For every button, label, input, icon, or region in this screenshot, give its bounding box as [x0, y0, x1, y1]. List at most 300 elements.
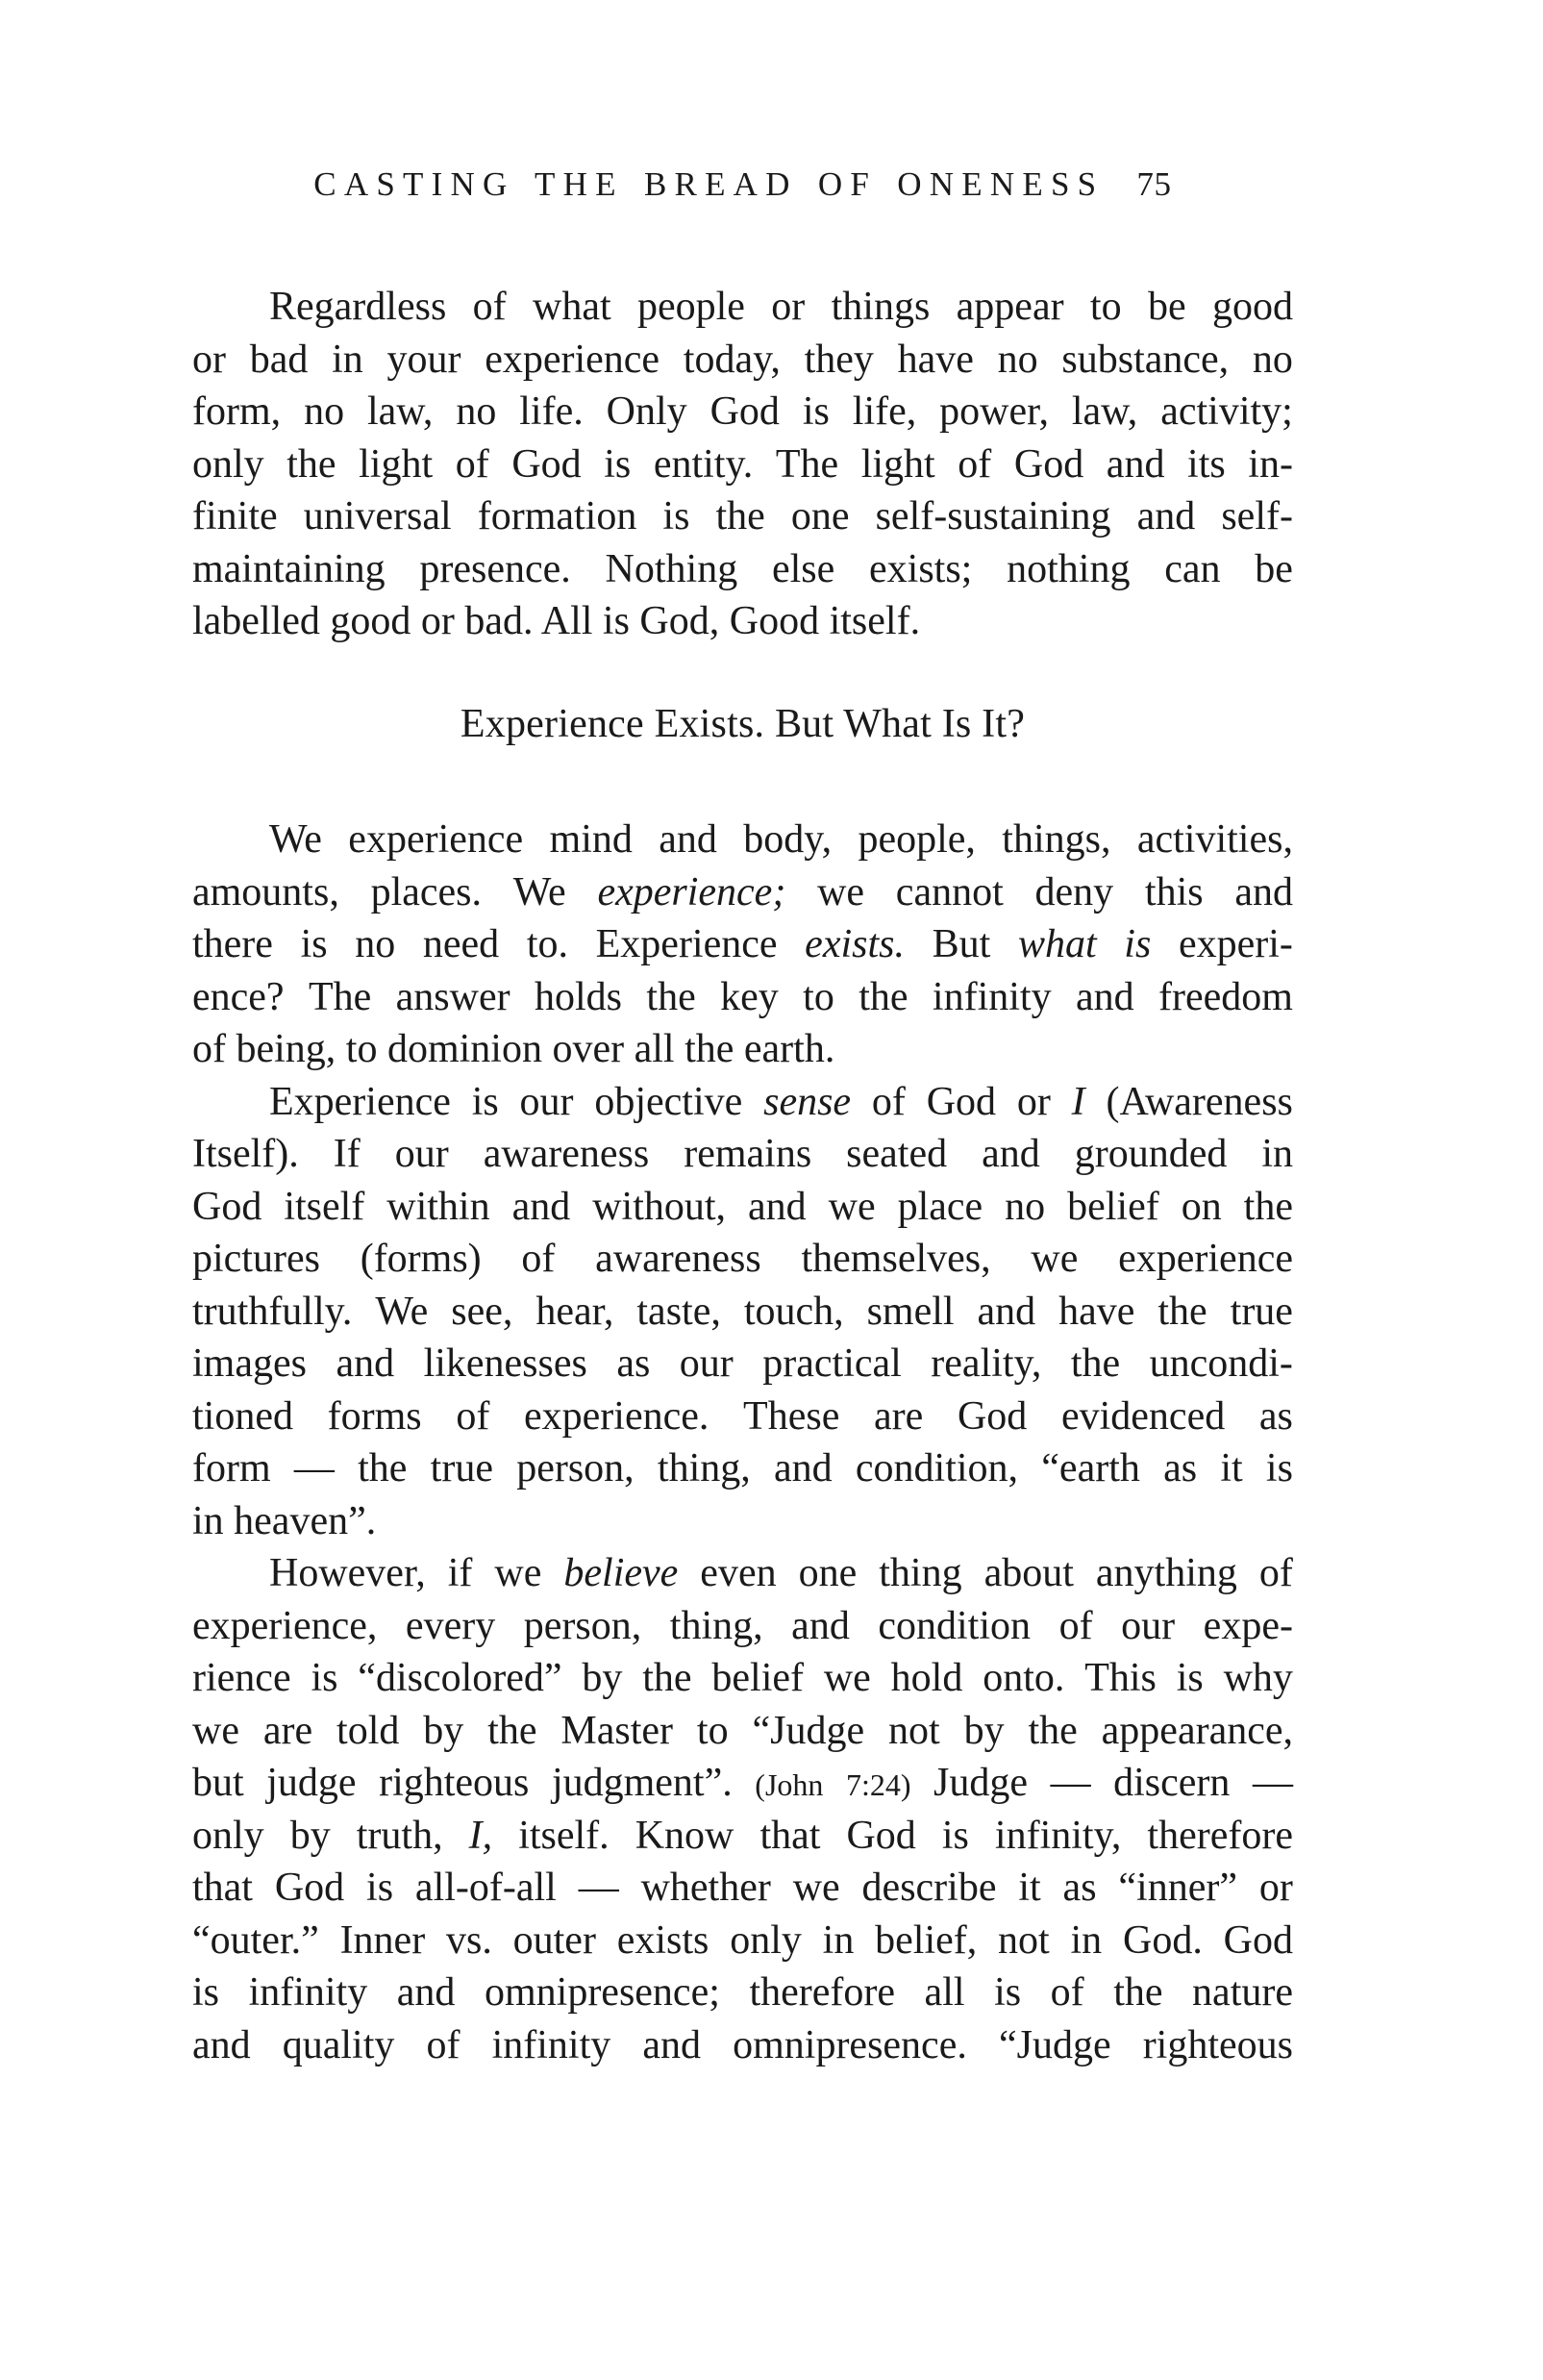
word: ence?: [192, 974, 285, 1019]
word: practical: [762, 1341, 902, 1386]
word: “discolored”: [358, 1656, 562, 1700]
word: the: [1070, 1341, 1121, 1386]
body-text: [192, 281, 1293, 2071]
word: God: [709, 389, 780, 434]
word: no: [1252, 337, 1293, 382]
word: every: [405, 1603, 496, 1648]
word: vs.: [445, 1917, 492, 1963]
word: is: [941, 1813, 969, 1858]
word: even: [700, 1551, 777, 1595]
text-line: [192, 1547, 1293, 1600]
word: images: [192, 1341, 307, 1386]
text-line: [192, 1757, 1293, 1810]
running-header-title: CASTING THE BREAD OF ONENESS: [313, 165, 1105, 203]
text-line: [192, 1233, 1293, 1286]
word: all-of-all: [414, 1866, 557, 1910]
word: life,: [852, 389, 917, 434]
word: and: [192, 2022, 251, 2067]
text-line: [192, 1810, 1293, 1863]
text-line: [192, 1286, 1293, 1339]
word: amounts,: [192, 869, 339, 914]
text-segment: labelled good or bad. All is God, Good itself.: [192, 599, 921, 643]
word: —: [578, 1866, 619, 1910]
word: the: [1113, 1970, 1163, 2015]
word: omnipresence.: [733, 2022, 967, 2067]
word: in: [1070, 1917, 1103, 1963]
text-line: [192, 866, 1293, 919]
running-header: [192, 165, 1293, 204]
word: of: [426, 2022, 460, 2067]
word: to: [696, 1708, 729, 1753]
word: and: [1136, 494, 1196, 539]
word: 7:24): [845, 1767, 911, 1802]
word: one: [790, 494, 850, 539]
word: by: [423, 1708, 464, 1753]
word: themselves,: [801, 1237, 991, 1281]
word: need: [422, 922, 500, 966]
word: nature: [1192, 1970, 1293, 2015]
word: people,: [858, 817, 976, 862]
word: no: [355, 922, 396, 966]
word: self-sustaining: [875, 494, 1111, 539]
text-line: [192, 2019, 1293, 2072]
word: infinity: [491, 2022, 611, 2067]
word: no: [1005, 1184, 1046, 1229]
paragraph: [192, 281, 1293, 648]
word: law,: [367, 389, 434, 434]
word: why: [1223, 1656, 1293, 1700]
word: cannot: [895, 869, 1004, 914]
word: experience,: [192, 1603, 378, 1648]
word: whether: [640, 1866, 771, 1910]
word: These: [743, 1393, 840, 1439]
text-line: [192, 1128, 1293, 1181]
word: only: [192, 441, 264, 487]
word: answer: [395, 974, 510, 1019]
word: awareness: [483, 1132, 650, 1176]
text-line: [192, 1705, 1293, 1758]
paragraph-block-2: [192, 814, 1293, 2071]
word: and: [791, 1603, 850, 1648]
word: The: [308, 974, 372, 1019]
text-line: [192, 814, 1293, 866]
word: the: [646, 974, 696, 1019]
word: or: [1016, 1079, 1051, 1124]
word: I,: [468, 1813, 493, 1858]
word: universal: [303, 494, 452, 539]
word: thing: [879, 1551, 962, 1595]
word: hear,: [535, 1289, 614, 1334]
word: expe-: [1203, 1603, 1293, 1648]
page-number: 75: [1136, 165, 1172, 203]
word: not: [888, 1708, 940, 1753]
word: is: [471, 1079, 499, 1124]
word: to: [803, 974, 834, 1019]
word: infinity: [248, 1970, 368, 2015]
word: to: [1089, 285, 1122, 329]
word: judge: [266, 1761, 357, 1805]
word: that: [192, 1866, 253, 1910]
word: they: [804, 337, 874, 382]
word: smell: [866, 1289, 955, 1334]
text-line: [192, 490, 1293, 543]
paragraph: [192, 1547, 1293, 2071]
word: no: [997, 337, 1038, 382]
word: and: [1106, 441, 1165, 487]
word: and: [1075, 974, 1134, 1019]
word: told: [336, 1708, 400, 1753]
word: experi-: [1178, 922, 1293, 966]
word: else: [771, 546, 835, 591]
word: only: [192, 1813, 264, 1858]
word: the: [487, 1708, 537, 1753]
word: God: [957, 1393, 1028, 1439]
word: as: [1062, 1866, 1097, 1910]
word: thing,: [669, 1603, 763, 1648]
word: seated: [846, 1132, 948, 1176]
word: the: [715, 494, 765, 539]
word: God: [274, 1866, 345, 1910]
word: hold: [890, 1656, 963, 1700]
word: entity.: [653, 441, 754, 487]
word: Judge: [933, 1761, 1029, 1805]
word: or: [771, 285, 806, 329]
word: believe: [563, 1551, 679, 1595]
word: within: [386, 1184, 490, 1229]
section-heading: Experience Exists. But What Is It?: [460, 701, 1026, 746]
word: freedom: [1158, 974, 1293, 1019]
word: the: [1028, 1708, 1078, 1753]
word: life.: [519, 389, 584, 434]
word: of: [1058, 1603, 1093, 1648]
word: and: [982, 1132, 1040, 1176]
word: light: [860, 441, 935, 487]
word: we: [792, 1866, 840, 1910]
text-line: [192, 1967, 1293, 2019]
word: of: [871, 1079, 906, 1124]
word: pictures: [192, 1237, 320, 1281]
word: We: [512, 869, 566, 914]
text-line: [192, 1442, 1293, 1495]
word: belief: [711, 1656, 804, 1700]
word: as: [1258, 1393, 1293, 1439]
word: is: [192, 1970, 220, 2015]
word: God: [1013, 441, 1084, 487]
word: righteous: [379, 1761, 530, 1805]
word: body,: [743, 817, 833, 862]
word: its: [1187, 441, 1226, 487]
word: form: [192, 1446, 271, 1491]
word: itself.: [518, 1813, 610, 1858]
word: place: [897, 1184, 983, 1229]
word: without,: [592, 1184, 727, 1229]
word: the: [1243, 1184, 1293, 1229]
word: experience: [485, 337, 660, 382]
word: bad: [249, 337, 309, 382]
word: condition: [878, 1603, 1032, 1648]
word: of: [472, 285, 507, 329]
word: remains: [684, 1132, 812, 1176]
word: what: [1017, 922, 1097, 966]
word: “inner”: [1118, 1866, 1237, 1910]
word: good: [1211, 285, 1293, 329]
word: key: [720, 974, 779, 1019]
word: thing,: [657, 1446, 751, 1491]
word: things: [831, 285, 931, 329]
word: our: [1121, 1603, 1176, 1648]
word: light: [359, 441, 434, 487]
word: the: [1157, 1289, 1207, 1334]
word: not: [998, 1917, 1050, 1963]
word: The: [775, 441, 839, 487]
word: “outer.”: [192, 1917, 319, 1963]
word: is: [802, 389, 830, 434]
word: and: [659, 817, 717, 862]
text-line: [192, 1862, 1293, 1915]
text-line: [192, 1915, 1293, 1967]
text-line: [192, 595, 1293, 648]
word: we: [817, 869, 865, 914]
word: the: [358, 1446, 408, 1491]
word: activity;: [1160, 389, 1293, 434]
word: today,: [683, 337, 781, 382]
word: or: [1258, 1866, 1293, 1910]
word: “earth: [1041, 1446, 1140, 1491]
word: condition,: [855, 1446, 1019, 1491]
word: person,: [516, 1446, 635, 1491]
text-line: [192, 386, 1293, 438]
word: we: [1031, 1237, 1079, 1281]
word: by: [582, 1656, 623, 1700]
word: but: [192, 1761, 244, 1805]
word: quality: [282, 2022, 395, 2067]
text-line: [192, 1023, 1293, 1076]
word: exists.: [805, 922, 905, 966]
word: law,: [1071, 389, 1138, 434]
word: We: [269, 817, 322, 862]
word: “Judge: [752, 1708, 865, 1753]
word: outer: [512, 1917, 596, 1963]
word: true: [430, 1446, 493, 1491]
word: experience.: [524, 1393, 709, 1439]
word: is: [366, 1866, 394, 1910]
word: truth,: [356, 1813, 443, 1858]
word: places.: [370, 869, 483, 914]
word: presence.: [419, 546, 571, 591]
word: what: [532, 285, 611, 329]
word: and: [336, 1341, 395, 1386]
text-line: [192, 543, 1293, 596]
word: and: [977, 1289, 1036, 1334]
word: there: [192, 922, 273, 966]
text-segment: of being, to dominion over all the earth.: [192, 1027, 835, 1071]
word: forms: [327, 1393, 422, 1439]
word: the: [286, 441, 336, 487]
word: only: [730, 1917, 802, 1963]
word: and: [511, 1184, 571, 1229]
text-line: [192, 918, 1293, 971]
word: is: [604, 441, 632, 487]
word: discern: [1113, 1761, 1231, 1805]
word: taste,: [636, 1289, 721, 1334]
word: in: [332, 337, 363, 382]
word: are: [262, 1708, 313, 1753]
word: and: [396, 1970, 456, 2015]
word: (John: [755, 1767, 824, 1802]
word: one: [798, 1551, 858, 1595]
word: Experience: [595, 922, 778, 966]
word: is: [311, 1656, 338, 1700]
word: God: [846, 1813, 916, 1858]
word: evidenced: [1060, 1393, 1226, 1439]
word: Itself).: [192, 1132, 299, 1176]
word: Master: [560, 1708, 674, 1753]
word: by: [963, 1708, 1005, 1753]
word: God: [511, 441, 582, 487]
word: experience: [348, 817, 524, 862]
word: experience;: [597, 869, 786, 914]
word: activities,: [1136, 817, 1293, 862]
word: of: [456, 1393, 490, 1439]
text-line: [192, 1652, 1293, 1705]
word: and: [642, 2022, 702, 2067]
word: therefore: [749, 1970, 895, 2015]
word: touch,: [743, 1289, 844, 1334]
word: experience: [1118, 1237, 1293, 1281]
word: God: [1223, 1917, 1293, 1963]
word: judgment”.: [551, 1761, 733, 1805]
word: is: [300, 922, 328, 966]
word: self-: [1221, 494, 1293, 539]
word: truthfully.: [192, 1289, 353, 1334]
word: in: [1261, 1132, 1293, 1176]
word: we: [828, 1184, 876, 1229]
word: things,: [1002, 817, 1111, 862]
word: our: [679, 1341, 734, 1386]
word: deny: [1034, 869, 1114, 914]
word: likenesses: [423, 1341, 587, 1386]
word: if: [447, 1551, 473, 1595]
word: God: [192, 1184, 262, 1229]
word: infinity,: [994, 1813, 1122, 1858]
word: is: [994, 1970, 1022, 2015]
text-line: [192, 1076, 1293, 1129]
word: power,: [939, 389, 1049, 434]
word: see,: [451, 1289, 513, 1334]
word: holds: [535, 974, 623, 1019]
word: no: [304, 389, 345, 434]
word: appear: [956, 285, 1064, 329]
word: (Awareness: [1106, 1079, 1293, 1124]
word: Regardless: [269, 285, 447, 329]
word: maintaining: [192, 546, 386, 591]
text-line: [192, 1600, 1293, 1653]
word: Nothing: [605, 546, 738, 591]
word: is: [662, 494, 690, 539]
word: that: [759, 1813, 821, 1858]
word: people: [636, 285, 745, 329]
word: of: [1258, 1551, 1293, 1595]
word: therefore: [1147, 1813, 1293, 1858]
word: as: [616, 1341, 651, 1386]
word: belief,: [875, 1917, 978, 1963]
word: appearance,: [1101, 1708, 1293, 1753]
word: on: [1181, 1184, 1222, 1229]
word: infinity: [932, 974, 1052, 1019]
word: or: [192, 337, 226, 382]
text-line: [192, 1495, 1293, 1548]
word: by: [289, 1813, 331, 1858]
word: nothing: [1007, 546, 1131, 591]
word: belief: [1067, 1184, 1159, 1229]
text-line: [192, 281, 1293, 334]
word: have: [897, 337, 974, 382]
word: can: [1164, 546, 1221, 591]
word: I: [1071, 1079, 1085, 1124]
word: we: [823, 1656, 871, 1700]
word: substance,: [1061, 337, 1230, 382]
word: “Judge: [998, 2022, 1111, 2067]
word: in-: [1248, 441, 1293, 487]
word: be: [1255, 546, 1293, 591]
word: objective: [594, 1079, 743, 1124]
word: your: [386, 337, 461, 382]
word: and: [748, 1184, 807, 1229]
text-line: [192, 971, 1293, 1024]
word: mind: [549, 817, 633, 862]
word: grounded: [1074, 1132, 1228, 1176]
word: form,: [192, 389, 282, 434]
word: describe: [861, 1866, 997, 1910]
word: our: [394, 1132, 449, 1176]
word: sense: [763, 1079, 852, 1124]
paragraph: [192, 814, 1293, 1076]
word: in: [822, 1917, 855, 1963]
word: the: [642, 1656, 692, 1700]
text-line: [192, 1181, 1293, 1234]
word: formation: [477, 494, 637, 539]
word: true: [1230, 1289, 1293, 1334]
word: Experience: [269, 1079, 451, 1124]
text-line: [192, 1338, 1293, 1390]
text-segment: in heaven”.: [192, 1498, 377, 1543]
paragraph-block-1: [192, 281, 1293, 648]
word: of: [455, 441, 489, 487]
word: the: [859, 974, 908, 1019]
word: God: [926, 1079, 997, 1124]
word: be: [1147, 285, 1186, 329]
word: about: [983, 1551, 1074, 1595]
word: itself: [284, 1184, 365, 1229]
word: exists: [616, 1917, 709, 1963]
word: of: [958, 441, 992, 487]
word: However,: [269, 1551, 426, 1595]
word: of: [1050, 1970, 1084, 2015]
word: God.: [1122, 1917, 1203, 1963]
word: anything: [1095, 1551, 1237, 1595]
word: If: [333, 1132, 361, 1176]
word: —: [1050, 1761, 1091, 1805]
word: We: [375, 1289, 429, 1334]
text-line: [192, 438, 1293, 491]
word: our: [519, 1079, 574, 1124]
word: of: [521, 1237, 556, 1281]
word: But: [932, 922, 991, 966]
word: —: [1252, 1761, 1293, 1805]
word: onto.: [983, 1656, 1065, 1700]
word: This: [1084, 1656, 1157, 1700]
word: to.: [526, 922, 568, 966]
